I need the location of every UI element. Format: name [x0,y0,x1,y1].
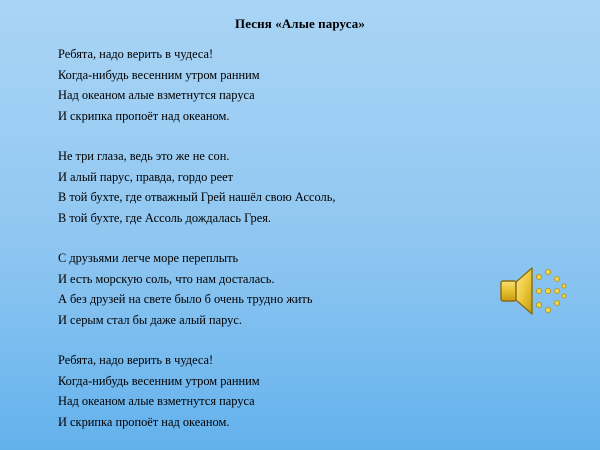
speaker-sound-icon[interactable] [498,262,570,320]
lyrics-line: И скрипка пропоёт над океаном. [58,414,230,429]
lyrics-line: И скрипка пропоёт над океаном. [58,108,230,123]
lyrics-line: И алый парус, правда, гордо реет [58,169,234,184]
lyrics-line: Над океаном алые взметнутся паруса [58,88,255,102]
lyrics-line: И серым стал бы даже алый парус. [58,312,242,327]
lyrics-line: И есть морскую соль, что нам досталась. [58,271,275,286]
lyrics-line: А без друзей на свете было б очень трудно жить [58,292,313,306]
lyrics-line: Когда-нибудь весенним утром ранним [58,373,260,388]
lyrics-line: С друзьями легче море переплыть [58,251,239,265]
lyrics-line: В той бухте, где Ассоль дождалась Грея. [58,210,271,225]
lyrics-stanza [58,44,478,126]
lyrics-line: Не три глаза, ведь это же не сон. [58,149,230,163]
lyrics-line: Ребята, надо верить в чудеса! [58,47,214,61]
lyrics-body [58,44,478,450]
lyrics-line: В той бухте, где отважный Грей нашёл свою Ассоль, [58,190,336,204]
page-title: Песня «Алые паруса» [235,16,365,31]
lyrics-stanza [58,146,478,228]
lyrics-line: Ребята, надо верить в чудеса! [58,353,214,367]
lyrics-stanza [58,350,478,432]
lyrics-line: Когда-нибудь весенним утром ранним [58,67,260,82]
lyrics-stanza [58,248,478,330]
lyrics-line: Над океаном алые взметнутся паруса [58,394,255,408]
